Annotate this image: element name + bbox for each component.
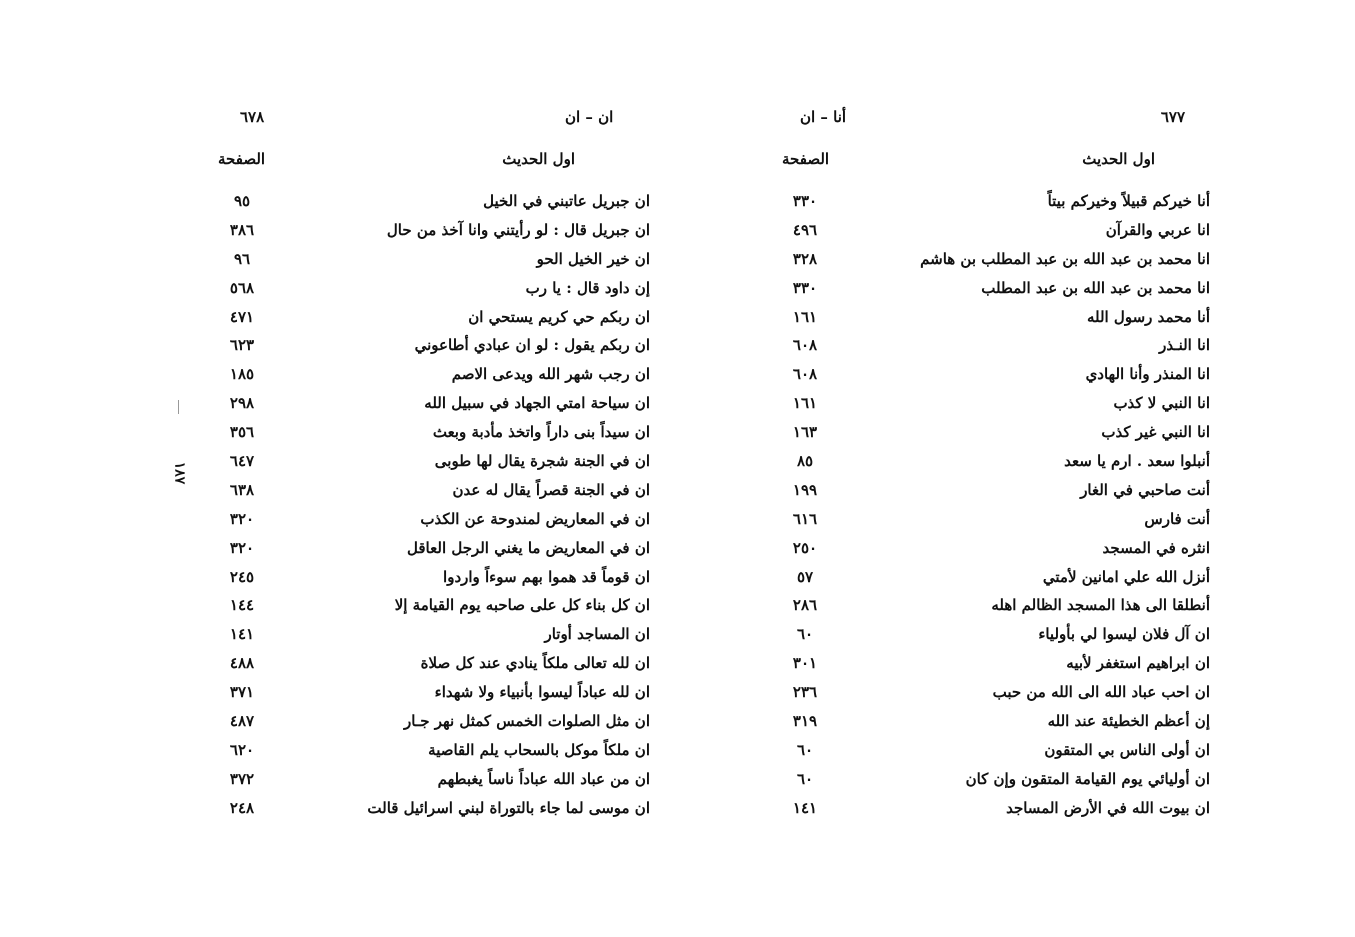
hadith-opening: أنا محمد رسول الله <box>1086 307 1210 326</box>
page-ref: ٥٦٨ <box>229 278 255 297</box>
page-ref: ١٦١ <box>792 394 818 413</box>
list-item <box>200 479 660 508</box>
hadith-opening: أنزل الله علي امانين لأمتي <box>1042 567 1210 586</box>
page-ref: ١٩٩ <box>792 480 818 499</box>
list-item <box>690 277 1220 306</box>
list-item <box>690 334 1220 363</box>
hadith-opening: انا عربي والقرآن <box>1105 220 1210 239</box>
hadith-opening: أنت فارس <box>1144 509 1210 528</box>
hadith-opening: ان رجب شهر الله ويدعى الاصم <box>451 365 650 384</box>
list-item <box>690 421 1220 450</box>
hadith-opening: انا محمد بن عبد الله بن عبد المطلب بن هاشم <box>920 249 1210 268</box>
list-item <box>690 450 1220 479</box>
page-ref: ٩٥ <box>233 192 251 210</box>
page-ref: ٩٦ <box>233 249 251 268</box>
column-header-text: اول الحديث <box>502 150 575 168</box>
hadith-opening: ان مثل الصلوات الخمس كمثل نهر جـار <box>404 712 650 731</box>
list-item <box>200 508 660 537</box>
page-ref: ٣٢٠ <box>229 509 255 528</box>
page-number: ٦٧٨ <box>240 108 265 126</box>
page-ref: ٤٩٦ <box>792 220 818 239</box>
list-item <box>690 797 1220 826</box>
page-ref: ٦٠ <box>796 769 814 788</box>
page-ref: ٣٣٠ <box>792 278 818 297</box>
list-item <box>200 681 660 710</box>
page-ref: ٢٥٠ <box>792 538 818 557</box>
list-item <box>200 739 660 768</box>
right-page <box>690 0 1220 937</box>
hadith-opening: ان كل بناء كل على صاحبه يوم القيامة إلا <box>394 596 650 615</box>
hadith-opening: ان ملكاً موكل بالسحاب يلم القاصية <box>428 740 650 759</box>
list-item <box>690 768 1220 797</box>
hadith-opening: إن أعظم الخطيئة عند الله <box>1047 712 1210 731</box>
list-item <box>200 190 660 219</box>
page-ref: ٢٣٦ <box>792 683 818 702</box>
column-header-page: الصفحة <box>782 150 830 168</box>
page-ref: ١٦١ <box>792 307 818 326</box>
list-item <box>200 306 660 335</box>
hadith-opening: انا محمد بن عبد الله بن عبد المطلب <box>981 278 1210 297</box>
list-item <box>200 421 660 450</box>
hadith-opening: أنبلوا سعد . ارم يا سعد <box>1064 452 1210 471</box>
page-ref: ١٦٣ <box>792 423 818 442</box>
page-ref: ١٤١ <box>229 625 255 644</box>
page-ref: ٣٧٢ <box>229 769 255 788</box>
list-item <box>200 710 660 739</box>
list-item <box>690 363 1220 392</box>
list-item <box>690 566 1220 595</box>
list-item <box>690 681 1220 710</box>
page-ref: ٦٠٨ <box>792 336 818 355</box>
list-item <box>200 248 660 277</box>
hadith-opening: ان موسى لما جاء بالتوراة لبني اسرائيل قالت <box>367 798 650 817</box>
margin-mark: ١٨٧ <box>171 461 188 485</box>
page-ref: ٤٨٨ <box>229 654 255 673</box>
scan-speck <box>178 400 179 414</box>
hadith-opening: ان لله عباداً ليسوا بأنبياء ولا شهداء <box>434 683 650 702</box>
hadith-opening: ان خير الخيل الحو <box>536 249 650 268</box>
left-page <box>200 0 660 937</box>
hadith-opening: ان ربكم حي كريم يستحي ان <box>468 307 650 326</box>
page-ref: ٣٠١ <box>792 654 818 673</box>
page-ref: ٦٢٣ <box>229 336 255 355</box>
hadith-opening: ان سيداً بنى داراً واتخذ مأدبة وبعث <box>432 423 650 442</box>
list-item <box>200 277 660 306</box>
list-item <box>690 190 1220 219</box>
hadith-opening: إن داود قال : يا رب <box>525 278 650 297</box>
hadith-opening: ان في الجنة قصراً يقال له عدن <box>452 480 650 499</box>
list-item <box>690 594 1220 623</box>
page-ref: ٢٩٨ <box>229 394 255 413</box>
hadith-opening: انا المنذر وأنا الهادي <box>1085 365 1210 384</box>
column-header-text: اول الحديث <box>1082 150 1155 168</box>
running-head: أنا – ان <box>800 108 847 126</box>
list-item <box>200 363 660 392</box>
page-ref: ٦٠ <box>796 740 814 759</box>
hadith-opening: ان من عباد الله عباداً ناساً يغبطهم <box>437 769 650 788</box>
page-ref: ٣٨٦ <box>229 220 255 239</box>
list-item <box>200 623 660 652</box>
list-item <box>200 450 660 479</box>
list-item <box>200 768 660 797</box>
hadith-opening: ان في الجنة شجرة يقال لها طوبى <box>434 452 650 471</box>
index-list <box>690 190 1220 826</box>
hadith-opening: انا النـذر <box>1159 336 1210 355</box>
list-item <box>690 219 1220 248</box>
hadith-opening: ان بيوت الله في الأرض المساجد <box>1006 798 1210 817</box>
page-ref: ٣٢٨ <box>792 249 818 268</box>
hadith-opening: أنطلقا الى هذا المسجد الظالم اهله <box>991 596 1210 615</box>
hadith-opening: ان قوماً قد هموا بهم سوءاً واردوا <box>443 567 650 586</box>
page-ref: ٣١٩ <box>792 712 818 731</box>
hadith-opening: ان ربكم يقول : لو ان عبادي أطاعوني <box>414 336 650 355</box>
list-item <box>690 710 1220 739</box>
hadith-opening: انثره في المسجد <box>1102 538 1210 557</box>
index-list <box>200 190 660 826</box>
hadith-opening: ان في المعاريض لمندوحة عن الكذب <box>420 509 650 528</box>
list-item <box>200 219 660 248</box>
page-ref: ٣٣٠ <box>792 192 818 210</box>
page-ref: ٨٥ <box>796 452 814 471</box>
hadith-opening: ان سياحة امتي الجهاد في سبيل الله <box>424 394 650 413</box>
list-item <box>200 537 660 566</box>
page-ref: ١٤١ <box>792 798 818 817</box>
list-item <box>690 739 1220 768</box>
list-item <box>690 248 1220 277</box>
hadith-opening: ان ابراهيم استغفر لأبيه <box>1066 654 1210 673</box>
page-ref: ٦٣٨ <box>229 480 255 499</box>
page-ref: ٣٥٦ <box>229 423 255 442</box>
page-ref: ٦٤٧ <box>229 452 255 471</box>
hadith-opening: ان أوليائي يوم القيامة المتقون وإن كان <box>965 769 1210 788</box>
hadith-opening: انا النبي غير كذب <box>1101 423 1210 442</box>
page-ref: ٤٧١ <box>229 307 255 326</box>
hadith-opening: ان المساجد أوتار <box>544 625 650 644</box>
page-ref: ٥٧ <box>796 567 814 586</box>
hadith-opening: ان احب عباد الله الى الله من حبب <box>992 683 1210 702</box>
list-item <box>200 392 660 421</box>
page-ref: ٦٠ <box>796 625 814 644</box>
page-ref: ٤٨٧ <box>229 712 255 731</box>
hadith-opening: أنت صاحبي في الغار <box>1080 480 1210 499</box>
page-ref: ٦٠٨ <box>792 365 818 384</box>
hadith-opening: ان آل فلان ليسوا لي بأولياء <box>1038 625 1210 644</box>
list-item <box>690 537 1220 566</box>
hadith-opening: ان جبريل قال : لو رأيتني وانا آخذ من حال <box>386 220 650 239</box>
page-ref: ١٤٤ <box>229 596 255 615</box>
list-item <box>690 508 1220 537</box>
list-item <box>200 594 660 623</box>
page-ref: ٦٢٠ <box>229 740 255 759</box>
page-ref: ٢٤٥ <box>229 567 255 586</box>
hadith-opening: ان أولى الناس بي المتقون <box>1044 740 1210 759</box>
page-ref: ٣٢٠ <box>229 538 255 557</box>
running-head: ان – ان <box>565 108 614 126</box>
list-item <box>690 623 1220 652</box>
page-ref: ٣٧١ <box>229 683 255 702</box>
list-item <box>200 797 660 826</box>
page-ref: ٦١٦ <box>792 509 818 528</box>
hadith-opening: ان في المعاريض ما يغني الرجل العاقل <box>407 538 650 557</box>
hadith-opening: ان لله تعالى ملكاً ينادي عند كل صلاة <box>420 654 650 673</box>
list-item <box>690 479 1220 508</box>
list-item <box>690 392 1220 421</box>
hadith-opening: أنا خيركم قبيلاً وخيركم بيتاً <box>1047 192 1210 210</box>
page-ref: ١٨٥ <box>229 365 255 384</box>
page-ref: ٢٨٦ <box>792 596 818 615</box>
page-ref: ٢٤٨ <box>229 798 255 817</box>
list-item <box>200 652 660 681</box>
page-number: ٦٧٧ <box>1160 108 1185 126</box>
column-header-page: الصفحة <box>218 150 266 168</box>
list-item <box>200 566 660 595</box>
hadith-opening: انا النبي لا كذب <box>1113 394 1210 413</box>
list-item <box>200 334 660 363</box>
list-item <box>690 652 1220 681</box>
list-item <box>690 306 1220 335</box>
hadith-opening: ان جبريل عاتبني في الخيل <box>483 192 650 210</box>
